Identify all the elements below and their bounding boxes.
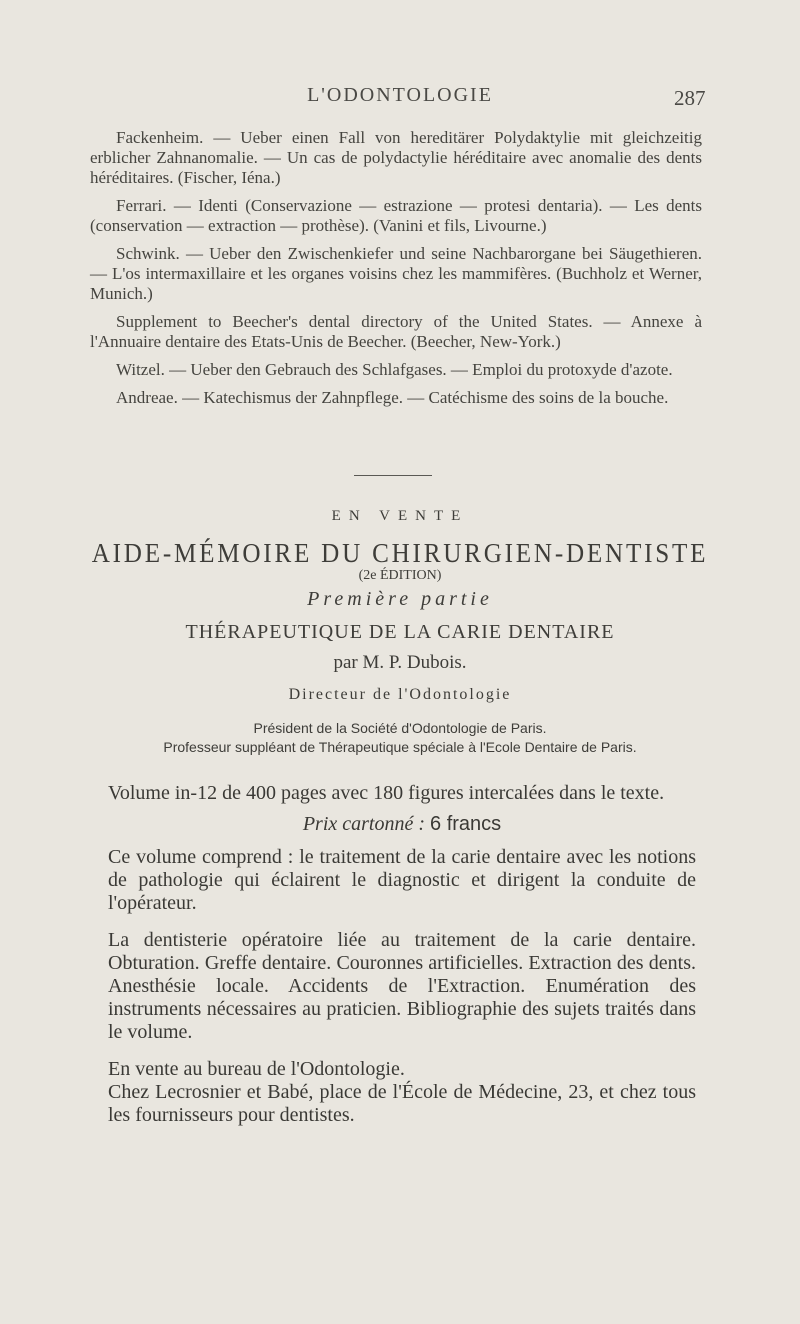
part-label: Première partie: [307, 588, 493, 610]
book-description: [108, 782, 696, 1127]
price-value: 6 francs: [430, 813, 502, 835]
bibliography-entry: Fackenheim. — Ueber einen Fall von hereditärer Polydaktylie mit gleichzeitig erblicher Zahnanomalie. — Un cas de polydactylie héréditaire avec anomalie des dents héréditaires. (Fischer, Iéna.): [90, 128, 702, 187]
section-divider: [354, 475, 432, 476]
book-author: par M. P. Dubois.: [333, 652, 467, 673]
price-label: Prix cartonné :: [302, 813, 426, 835]
bibliography-entry: Witzel. — Ueber den Gebrauch des Schlafgases. — Emploi du protoxyde d'azote.: [116, 360, 673, 379]
price-line: [108, 813, 696, 836]
contents-paragraph: Ce volume comprend : le traitement de la carie dentaire avec les notions de pathologie qui éclairent le diagnostic et dirigent la conduite de l'opérateur.: [108, 846, 696, 914]
author-affiliation: Professeur suppléant de Thérapeutique spéciale à l'Ecole Dentaire de Paris.: [163, 739, 637, 755]
book-subject: THÉRAPEUTIQUE DE LA CARIE DENTAIRE: [185, 621, 615, 643]
sale-line: En vente au bureau de l'Odontologie.: [108, 1058, 405, 1080]
topics-paragraph: La dentisterie opératoire liée au traitement de la carie dentaire. Obturation. Greffe dentaire. Couronnes artificielles. Extraction des dents. Anesthésie locale. Accidents de l'Extraction. Enumération des instruments nécessaires au praticien. Bibliographie des sujets traités dans le volume.: [108, 929, 696, 1043]
bibliography-entry: Ferrari. — Identi (Conservazione — estrazione — protesi dentaria). — Les dents (conservation — extraction — prothèse). (Vanini et fils, Livourne.): [90, 196, 702, 235]
author-affiliation: Président de la Société d'Odontologie de Paris.: [253, 720, 547, 736]
author-role: Directeur de l'Odontologie: [288, 686, 512, 703]
bibliography-entry: Andreae. — Katechismus der Zahnpflege. — Catéchisme des soins de la bouche.: [116, 388, 669, 407]
book-title: AIDE-MÉMOIRE DU CHIRURGIEN-DENTISTE: [91, 538, 709, 568]
running-title: L'ODONTOLOGIE: [307, 84, 493, 106]
en-vente-heading: EN VENTE: [331, 508, 469, 524]
sale-line: Chez Lecrosnier et Babé, place de l'École de Médecine, 23, et chez tous les fournisseurs pour dentistes.: [108, 1081, 696, 1126]
bibliography-list: [90, 128, 702, 416]
sale-info: [108, 1058, 696, 1127]
bibliography-entry: Supplement to Beecher's dental directory of the United States. — Annexe à l'Annuaire dentaire des Etats-Unis de Beecher. (Beecher, New-York.): [90, 312, 702, 351]
edition-label: (2e ÉDITION): [358, 568, 442, 583]
bibliography-entry: Schwink. — Ueber den Zwischenkiefer und seine Nachbarorgane bei Säugethieren. — L'os intermaxillaire et les organes voisins chez les mammifères. (Buchholz et Werner, Munich.): [90, 244, 702, 303]
page-number: 287: [674, 86, 706, 110]
volume-info: Volume in-12 de 400 pages avec 180 figures intercalées dans le texte.: [108, 782, 665, 804]
